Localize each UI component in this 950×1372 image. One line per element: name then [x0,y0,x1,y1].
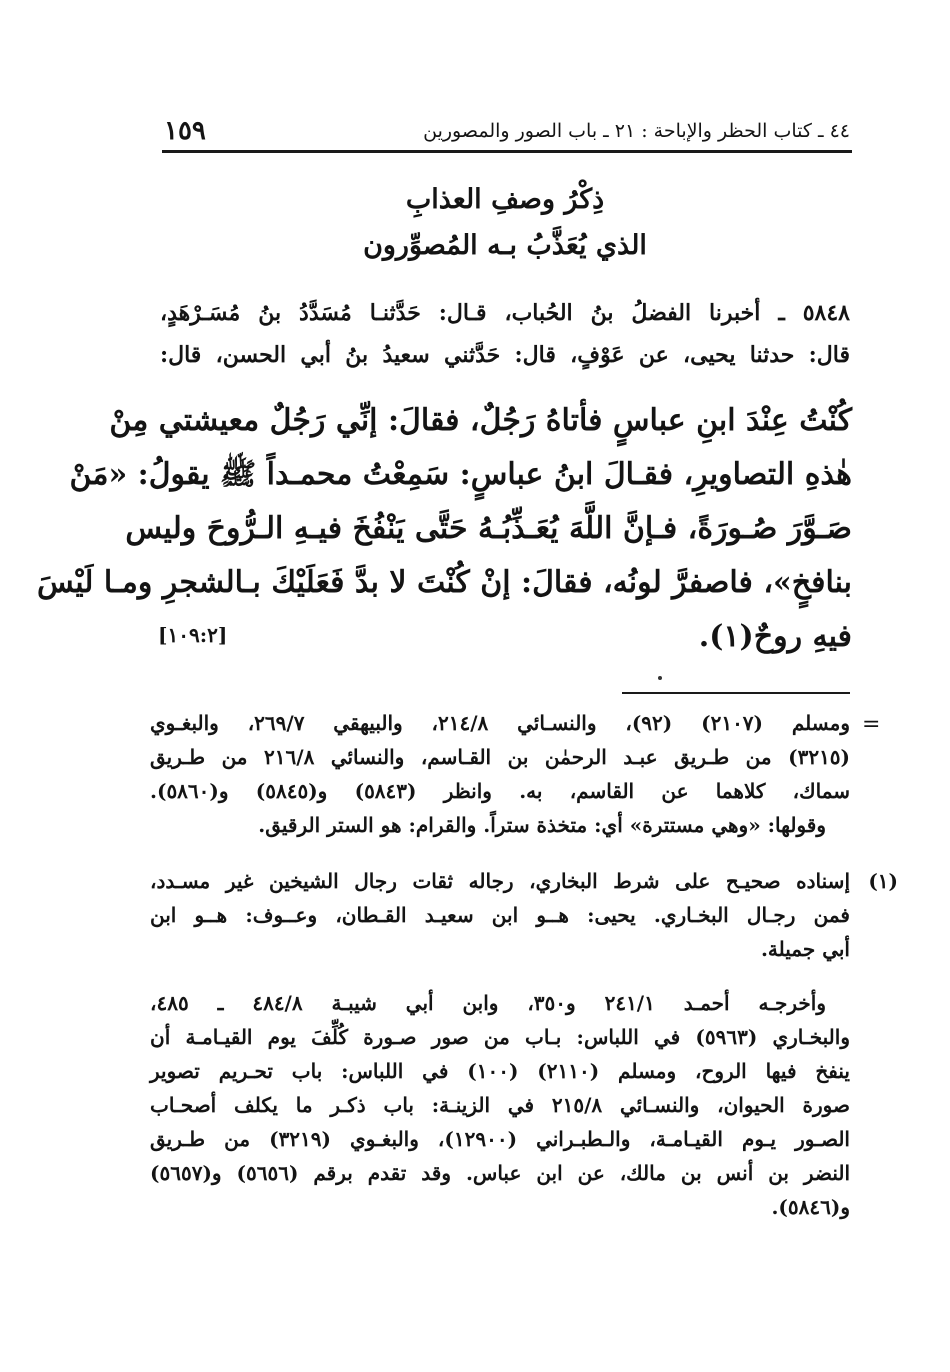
running-title: ٤٤ ـ كتاب الحظر والإباحة : ٢١ ـ باب الصور والمصورين [423,120,850,142]
isnad-line: ٥٨٤٨ ـ أخبرنا الفضلُ بنُ الحُباب، قـال: حَدَّثنـا مُسَدَّدُ بنُ مُسَـرْهَدٍ، [160,300,850,326]
footnote-line: صورة الحيوان، والنسـائي ٢١٥/٨ في الزينـة: باب ذكـر ما يكلف أصحـاب [150,1093,850,1117]
footnote-separator [622,692,850,694]
footnote-1 [150,864,898,966]
running-header [160,116,850,146]
ink-dot [658,676,662,680]
footnote-line: (٣٢١٥) من طـريق عبـد الرحمٰن بن القـاسم، والنسائي ٢١٦/٨ من طـريق [150,745,851,769]
footnote-line: سماك، كلاهما عن القاسم، به. وانظر (٥٨٤٣) و(٥٨٤٥) و(٥٨٦٠). [150,779,851,803]
footnote-line: وقولها: «وهي مستترة» أي: متخذة ستراً. والقرام: هو الستر الرقيق. [258,813,826,837]
isnad-line: قال: حدثنا يحيى، عن عَوْفٍ، قال: حَدَّثني سعيدُ بنُ أبي الحسن، قال: [160,342,850,368]
matn-line: صَـوَّرَ صُـورَةً، فـإنَّ اللَّهَ يُعَـذِّبُـهُ حَتَّى يَنْفُخَ فيـهِ الـرُّوحَ وليس [125,511,852,546]
matn-line-text: فيهِ روحٌ(١). [698,619,852,654]
matn-line: كُنْتُ عِنْدَ ابنِ عباسٍ فأتاهُ رَجُلٌ، فقالَ: إنِّي رَجُلٌ معيشتي مِنْ [109,403,852,438]
matn-line-last [158,610,852,664]
footnote-line: وأخرجـه أحمـد ٢٤١/١ و٣٥٠، وابن أبي شيبـة ٤٨٤/٨ ـ ٤٨٥، [150,991,827,1015]
footnote-line: فمن رجـال البخـاري. يحيى: هــو ابن سعيـد القـطان، وعــوف: هــو ابن [150,903,850,927]
footnote-line: ينفخ فيها الروح، ومسلم (٢١١٠) (١٠٠) في اللباس: باب تحـريم تصوير [150,1059,850,1083]
matn-line: بنافخٍ»، فاصفرَّ لونُه، فقالَ: إنْ كُنْتَ لا بدَّ فَعَلَيْكَ بـالشجرِ ومـا لَيْسَ [36,565,852,600]
footnote-line: النضر بن أنس بن مالك، عن ابن عباس. وقد تقدم برقم (٥٦٥٦) و(٥٦٥٧) [150,1161,850,1185]
footnote-marker: (١) [868,869,898,893]
page-number: ١٥٩ [164,116,206,146]
matn-line: هٰذهِ التصاويرِ، فقـالَ ابنُ عباسٍ: سَمِعْتُ محمـداً ﷺ يقولُ: «مَنْ [69,457,852,492]
hadith-reference: [١٠٩:٢] [158,623,228,647]
footnote-1-continued [150,986,850,1224]
footnote-line: ومسلم (٢١٠٧) (٩٢)، والنسـائي ٢١٤/٨، والبيهقي ٢٦٩/٧، والبغـوي [150,711,851,735]
footnote-line: الصـور يـوم القيـامـة، والـطبـراني (١٢٩٠٠)، والبغـوي (٣٢١٩) من طـريق [150,1127,850,1151]
section-heading-line1: ذِكْرُ وصفِ العذابِ [405,184,605,215]
hadith-matn [36,394,852,664]
header-rule [162,150,852,153]
footnote-line: والبخـاري (٥٩٦٣) في اللباس: بـاب من صور صـورة كُلِّفَ يوم القيـامـة أن [150,1025,850,1049]
hadith-isnad [160,292,850,376]
footnote-continuation [150,706,850,842]
section-heading-line2: الذي يُعَذَّبُ بـه المُصوِّرون [363,230,647,261]
continuation-mark: = [862,712,881,737]
footnote-line: أبي جميلة. [760,937,850,961]
footnote-line: و(٥٨٤٦). [771,1195,850,1219]
footnote-line: إسناده صحيـح على شرط البخاري، رجاله ثقات رجال الشيخين غير مسـدد، [150,869,850,893]
